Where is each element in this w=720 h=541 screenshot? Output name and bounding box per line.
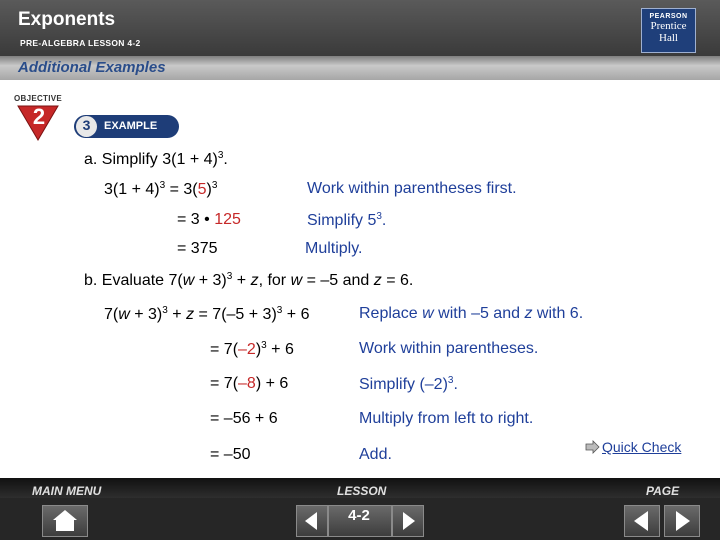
lesson-code: 4-2 [348,507,370,524]
main-menu-home-button[interactable] [42,505,88,537]
part-b-step-3: = 7(–8) + 6 [210,375,289,392]
page-previous-button[interactable] [624,505,660,537]
triangle-right-icon [393,506,423,536]
part-b-step-4: = –56 + 6 [210,410,278,427]
part-b-note-2: Work within parentheses. [359,340,539,357]
page-label: PAGE [646,484,680,498]
triangle-left-icon [297,506,327,536]
logo-brand: PEARSON [649,13,688,20]
section-banner-title: Additional Examples [18,59,166,76]
quick-check-arrow-icon[interactable] [585,440,600,454]
part-a-step-3: = 375 [177,240,218,257]
part-b-note-4: Multiply from left to right. [359,410,534,427]
objective-number: 2 [32,104,46,129]
part-a-step-1: $3(1 + 4)^3 = 3(5)^3$ [104,180,218,198]
page-next-button[interactable] [664,505,700,537]
lesson-previous-button[interactable] [296,505,328,537]
logo-line2: Hall [659,32,678,44]
part-b-note-3: Simplify $(-2)^3$. [359,375,458,393]
part-b-note-1: Replace w with –5 and z with 6. [359,305,584,322]
lesson-subtitle: PRE-ALGEBRA LESSON 4-2 [20,38,141,48]
part-a-note-2: Simplify $5^3$. [307,211,387,229]
logo-line1: Prentice [650,20,687,32]
lesson-label: LESSON [337,484,387,498]
objective-label: OBJECTIVE [14,94,63,103]
part-b-step-5: = –50 [210,446,251,463]
quick-check-link[interactable]: Quick Check [602,439,682,455]
part-a-note-1: Work within parentheses first. [307,180,517,197]
pearson-logo [641,8,696,53]
home-icon [43,506,87,536]
part-b-prompt: b. Evaluate $7(w + 3)^3 + z$, for w = –5 and z = 6. [84,271,414,289]
part-b-step-2: = $7(-2)^3 + 6$ [210,340,294,358]
part-b-step-1: $7(w + 3)^3 + z = 7(-5 + 3)^3 + 6$ [104,305,310,323]
part-a-note-3: Multiply. [305,240,363,257]
part-a-prompt: a. Simplify $3(1 + 4)^3$. [84,150,228,168]
lesson-next-button[interactable] [392,505,424,537]
triangle-right-icon [665,506,699,536]
example-label: EXAMPLE [104,120,158,132]
example-number: 3 [82,117,91,133]
triangle-left-icon [625,506,659,536]
part-b-note-5: Add. [359,446,392,463]
main-menu-label: MAIN MENU [32,484,102,498]
part-a-step-2: = 3 • 125 [177,211,241,228]
page-title: Exponents [18,9,116,30]
